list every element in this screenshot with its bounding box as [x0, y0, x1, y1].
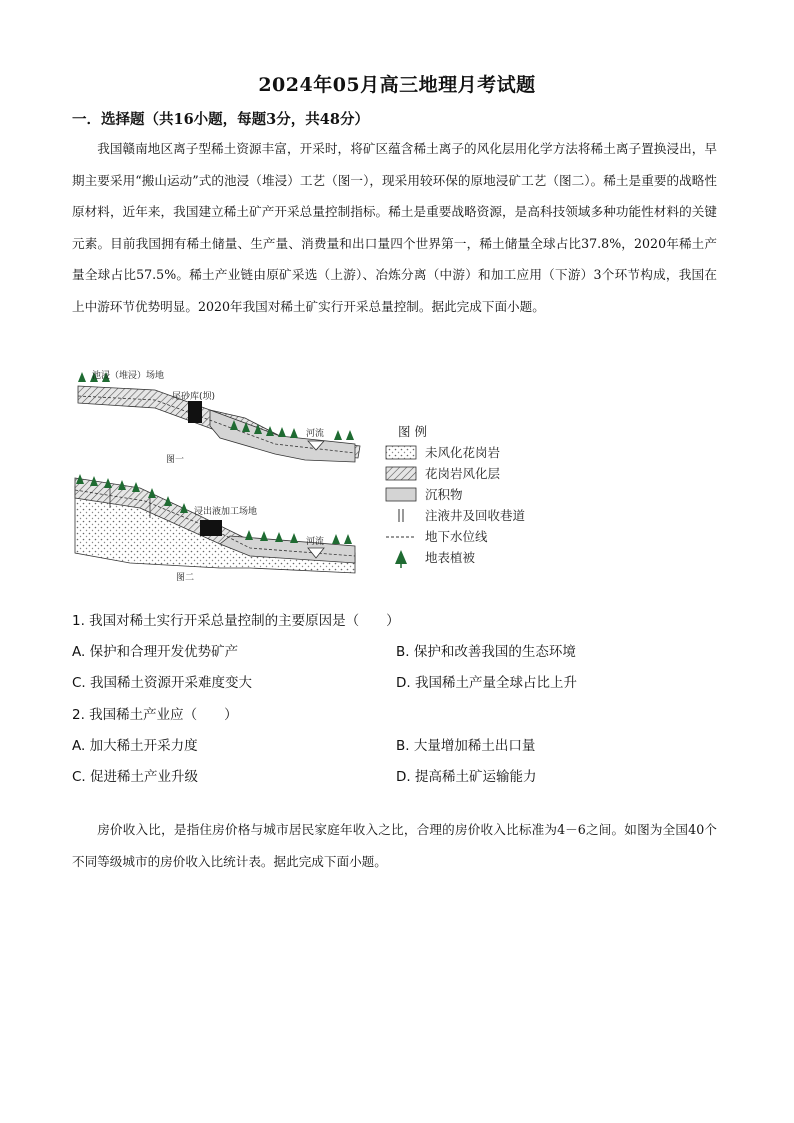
- fig1-pool-label: 池浸（堆浸）场地: [92, 371, 165, 381]
- rare-earth-mining-figure: [70, 358, 540, 590]
- legend-title: 图 例: [398, 424, 427, 439]
- question-1-stem: 1. 我国对稀土实行开采总量控制的主要原因是（ ）: [72, 613, 400, 629]
- figure-two-cross-section: [75, 474, 355, 583]
- legend-item-vegetation: 地表植被: [425, 550, 476, 565]
- legend-item-sediment: 沉积物: [425, 487, 463, 502]
- question-2-option-c[interactable]: C. 促进稀土产业升级: [72, 769, 199, 785]
- fig2-plant-label: 浸出液加工场地: [194, 507, 258, 517]
- fig2-caption: 图二: [176, 573, 195, 583]
- question-2-option-d[interactable]: D. 提高稀土矿运输能力: [396, 769, 537, 785]
- question-2-option-a[interactable]: A. 加大稀土开采力度: [72, 738, 198, 754]
- fig2-river-label: 河流: [306, 537, 325, 547]
- section-heading: 一．选择题（共16小题，每题3分，共48分）: [72, 111, 369, 128]
- page-title: 2024年05月高三地理月考试题: [258, 74, 536, 96]
- second-paragraph: 房价收入比，是指住房价格与城市居民家庭年收入之比，合理的房价收入比标准为4－6之间。如图为全国40个不同等级城市的房价收入比统计表。据此完成下面小题。: [72, 822, 717, 869]
- legend-item-unweathered-granite: 未风化花岗岩: [425, 445, 501, 460]
- fig1-river-label: 河流: [306, 429, 325, 439]
- question-1-option-d[interactable]: D. 我国稀土产量全球占比上升: [396, 675, 577, 691]
- question-1-option-c[interactable]: C. 我国稀土资源开采难度变大: [72, 675, 253, 691]
- question-1-option-b[interactable]: B. 保护和改善我国的生态环境: [396, 644, 576, 660]
- question-1-option-a[interactable]: A. 保护和合理开发优势矿产: [72, 644, 239, 660]
- question-2-option-b[interactable]: B. 大量增加稀土出口量: [396, 738, 536, 754]
- legend-item-weathered-layer: 花岗岩风化层: [425, 466, 501, 481]
- figure-one-cross-section: [78, 369, 360, 465]
- legend: [386, 424, 526, 568]
- legend-item-injection-well: 注液井及回收巷道: [425, 508, 526, 523]
- legend-item-water-table: 地下水位线: [425, 529, 488, 544]
- fig1-tailings-label: 尾砂库(坝): [172, 392, 216, 402]
- intro-paragraph: 我国赣南地区离子型稀土资源丰富，开采时，将矿区蕴含稀土离子的风化层用化学方法将稀土离子置换浸出，早期主要采用“搬山运动”式的池浸（堆浸）工艺（图一），现采用较环保的原地浸矿工艺（图二）。稀土是重要的战略性原材料，近年来，我国建立稀土矿产开采总量控制指标。稀土是重要战略资源，是高科技领域多种功能性材料的关键元素。目前我国拥有稀土储量、生产量、消费量和出口量四个世界第一，稀土储量全球占比37.8%，2020年稀土产量全球占比57.5%。稀土产业链由原矿采选（上游）、冶炼分离（中游）和加工应用（下游）3个环节构成，我国在上中游环节优势明显。2020年我国对稀土矿实行开采总量控制。据此完成下面小题。: [72, 141, 717, 314]
- fig1-caption: 图一: [166, 455, 185, 465]
- tree-icon: [395, 550, 407, 564]
- question-2-stem: 2. 我国稀土产业应（ ）: [72, 707, 238, 723]
